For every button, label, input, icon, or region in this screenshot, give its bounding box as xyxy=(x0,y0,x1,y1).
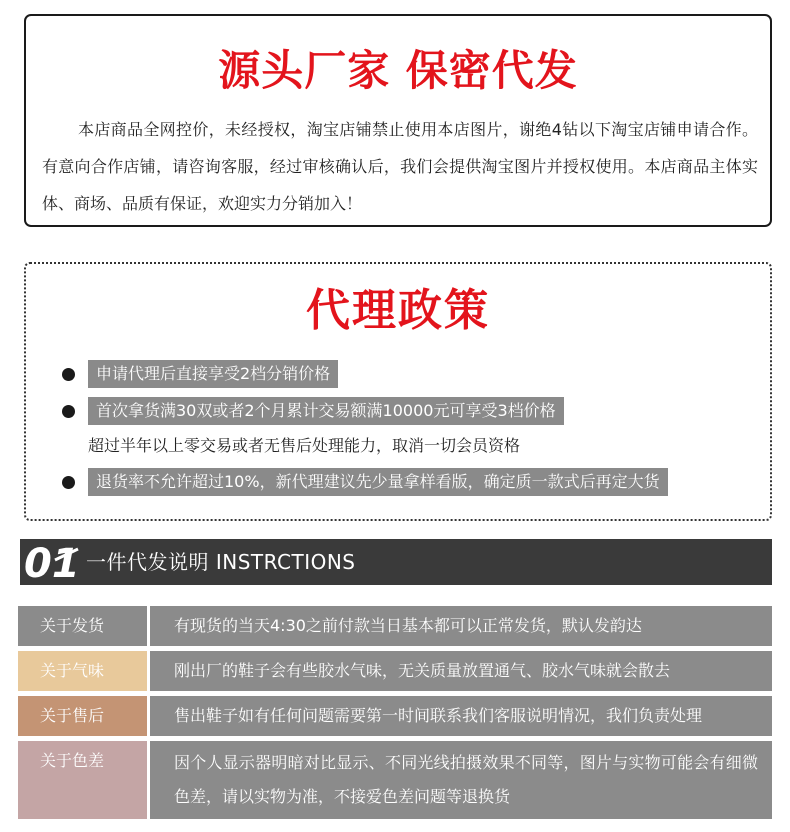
section-header xyxy=(20,539,772,585)
info-value: 有现货的当天4:30之前付款当日基本都可以正常发货，默认发韵达 xyxy=(150,606,772,646)
svg-text:01: 01 xyxy=(24,541,80,584)
policy-item-continuation: 超过半年以上零交易或者无售后处理能力，取消一切会员资格 xyxy=(88,436,521,455)
info-row xyxy=(18,606,772,646)
info-value: 刚出厂的鞋子会有些胶水气味，无关质量放置通气、胶水气味就会散去 xyxy=(150,651,772,691)
policy-item-text: 退货率不允许超过10%，新代理建议先少量拿样看版，确定质一款式后再定大货 xyxy=(88,468,668,496)
info-label: 关于气味 xyxy=(18,651,147,691)
info-row xyxy=(18,741,772,819)
info-row xyxy=(18,696,772,736)
info-row xyxy=(18,651,772,691)
info-label: 关于发货 xyxy=(18,606,147,646)
bullet-icon xyxy=(62,405,75,418)
info-label: 关于色差 xyxy=(18,741,147,819)
notice-paragraph: 本店商品全网控价，未经授权，淘宝店铺禁止使用本店图片，谢绝4钻以下淘宝店铺申请合作。有意向合作店铺，请咨询客服，经过审核确认后，我们会提供淘宝图片并授权使用。本店商品主体实体、商场、品质有保证，欢迎实力分销加入！ xyxy=(42,120,758,213)
policy-title: 代理政策 xyxy=(306,285,490,336)
notice-box xyxy=(24,14,772,227)
section-number xyxy=(20,539,80,585)
section-number-graphic xyxy=(22,540,80,584)
info-value: 因个人显示器明暗对比显示、不同光线拍摄效果不同等，图片与实物可能会有细微色差，请以实物为准，不接爱色差问题等退换货 xyxy=(150,741,772,819)
notice-title: 源头厂家 保密代发 xyxy=(218,46,578,95)
bullet-icon xyxy=(62,476,75,489)
policy-item xyxy=(62,468,668,496)
policy-box xyxy=(24,262,772,521)
info-value: 售出鞋子如有任何问题需要第一时间联系我们客服说明情况，我们负责处理 xyxy=(150,696,772,736)
policy-item xyxy=(62,360,338,388)
section-title: 一件代发说明 INSTRCTIONS xyxy=(86,550,356,574)
info-label: 关于售后 xyxy=(18,696,147,736)
bullet-icon xyxy=(62,368,75,381)
policy-item-text: 申请代理后直接享受2档分销价格 xyxy=(88,360,338,388)
policy-item-text: 首次拿货满30双或者2个月累计交易额满10000元可享受3档价格 xyxy=(88,397,564,425)
policy-item xyxy=(62,397,564,425)
